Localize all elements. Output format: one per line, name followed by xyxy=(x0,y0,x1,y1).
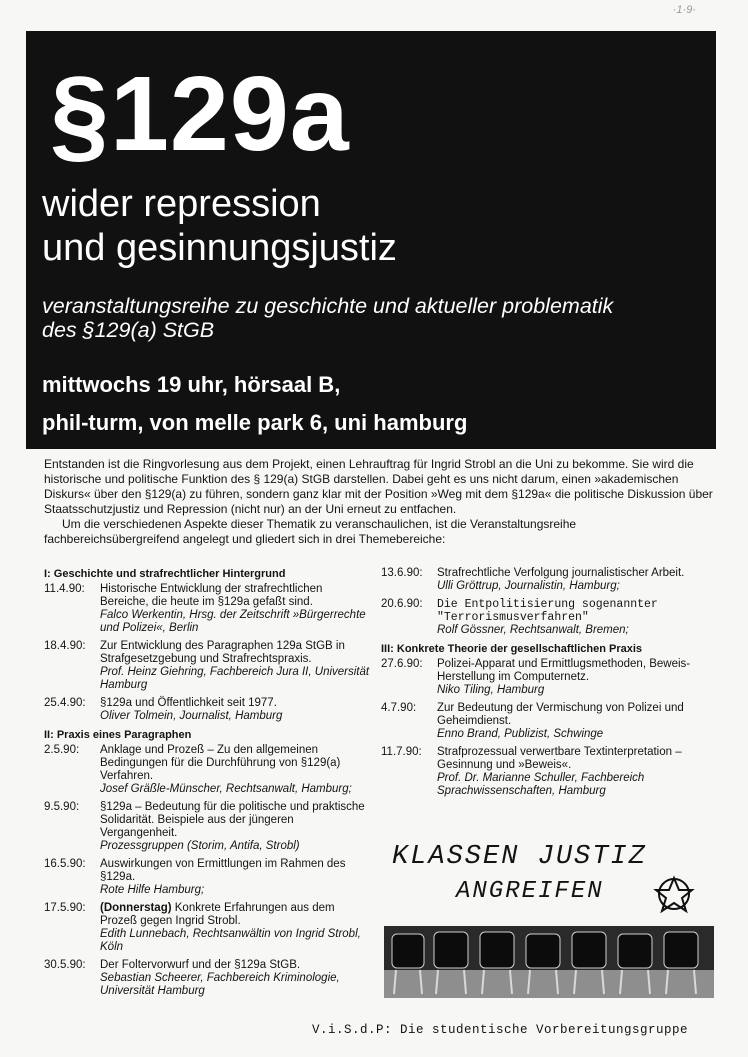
imprint-footer: V.i.S.d.P: Die studentische Vorbereitungsgruppe xyxy=(312,1023,689,1037)
entry-topic: Konkrete Erfahrungen aus dem Prozeß gegen Ingrid Strobl. xyxy=(100,902,335,927)
entry-speaker: Enno Brand, Publizist, Schwinge xyxy=(437,728,604,740)
schedule-entry xyxy=(44,640,374,692)
entry-topic: Zur Entwicklung des Paragraphen 129a StGB in Strafgesetzgebung und Strafrechtspraxis. xyxy=(100,640,345,665)
schedule-entry xyxy=(44,858,374,897)
entry-date: 2.5.90: xyxy=(44,744,80,756)
schedule-entry xyxy=(44,801,374,853)
schedule-entry xyxy=(381,567,711,593)
entry-speaker: Rolf Gössner, Rechtsanwalt, Bremen; xyxy=(437,624,629,636)
event-location: phil-turm, von melle park 6, uni hamburg xyxy=(42,410,468,435)
entry-date: 20.6.90: xyxy=(381,598,423,610)
page-title: §129a xyxy=(50,55,350,173)
star-icon xyxy=(384,838,714,918)
entry-date: 13.6.90: xyxy=(381,567,423,579)
entry-speaker: Oliver Tolmein, Journalist, Hamburg xyxy=(100,710,283,722)
schedule-entry xyxy=(381,658,711,697)
section-heading-3: III: Konkrete Theorie der gesellschaftlichen Praxis xyxy=(381,643,643,655)
entry-speaker: Ulli Gröttrup, Journalistin, Hamburg; xyxy=(437,580,620,592)
entry-topic: Polizei-Apparat und Ermittlugsmethoden, Beweis-Herstellung im Computernetz. xyxy=(437,658,691,683)
entry-speaker: Falco Werkentin, Hrsg. der Zeitschrift »Bürgerrechte und Polizei«, Berlin xyxy=(100,609,366,634)
schedule-entry xyxy=(381,702,711,741)
series-description-line-1: veranstaltungsreihe zu geschichte und aktueller problematik xyxy=(42,294,614,318)
entry-speaker: Prof. Dr. Marianne Schuller, Fachbereich Sprachwissenschaften, Hamburg xyxy=(437,772,645,797)
program-column-right xyxy=(381,567,711,803)
entry-speaker: Josef Gräßle-Münscher, Rechtsanwalt, Hamburg; xyxy=(100,783,352,795)
subtitle-line-2: und gesinnungsjustiz xyxy=(42,227,397,269)
graffiti-slogan xyxy=(384,838,714,918)
archive-pencil-note: ·1·9· xyxy=(672,4,696,16)
series-description-line-2: des §129(a) StGB xyxy=(42,318,215,342)
entry-day-note: (Donnerstag) xyxy=(100,902,172,914)
entry-speaker: Prof. Heinz Giehring, Fachbereich Jura II, Universität Hamburg xyxy=(100,666,370,691)
entry-speaker: Niko Tiling, Hamburg xyxy=(437,684,545,696)
entry-topic: Strafrechtliche Verfolgung journalistischer Arbeit. xyxy=(437,567,685,579)
entry-date: 11.4.90: xyxy=(44,583,85,595)
entry-topic: Anklage und Prozeß – Zu den allgemeinen Bedingungen für die Durchführung von §129(a) Verfahren. xyxy=(100,744,341,782)
subtitle-line-1: wider repression xyxy=(42,183,321,225)
program-column-left xyxy=(44,567,374,1003)
entry-date: 25.4.90: xyxy=(44,697,86,709)
entry-date: 30.5.90: xyxy=(44,959,86,971)
entry-topic: Der Foltervorwurf und der §129a StGB. xyxy=(100,959,301,971)
schedule-entry xyxy=(44,959,374,998)
graffiti-line-2: ANGREIFEN xyxy=(456,878,604,905)
entry-date: 11.7.90: xyxy=(381,746,422,758)
entry-topic: Zur Bedeutung der Vermischung von Polizei und Geheimdienst. xyxy=(437,702,684,727)
entry-topic: Auswirkungen von Ermittlungen im Rahmen des §129a. xyxy=(100,858,346,883)
schedule-entry xyxy=(44,902,374,954)
entry-date: 4.7.90: xyxy=(381,702,417,714)
entry-speaker: Rote Hilfe Hamburg; xyxy=(100,884,205,896)
empty-chairs-photo xyxy=(384,926,714,998)
section-heading-1: I: Geschichte und strafrechtlicher Hintergrund xyxy=(44,568,286,580)
entry-date: 17.5.90: xyxy=(44,902,86,914)
entry-speaker: Edith Lunnebach, Rechtsanwältin von Ingrid Strobl, Köln xyxy=(100,928,361,953)
entry-date: 9.5.90: xyxy=(44,801,80,813)
schedule-entry xyxy=(381,598,711,637)
entry-topic: Die Entpolitisierung sogenannter "Terrorismusverfahren" xyxy=(437,598,658,624)
entry-speaker: Prozessgruppen (Storim, Antifa, Strobl) xyxy=(100,840,300,852)
entry-date: 16.5.90: xyxy=(44,858,86,870)
intro-paragraph-2: Um die verschiedenen Aspekte dieser Thematik zu veranschaulichen, ist die Veranstaltungsreihe fachbereichsübergreifend angelegt und gliedert sich in drei Themebereiche: xyxy=(44,517,577,546)
entry-speaker: Sebastian Scheerer, Fachbereich Kriminologie, Universität Hamburg xyxy=(100,972,340,997)
title-banner xyxy=(26,31,716,449)
entry-topic: §129a – Bedeutung für die politische und praktische Solidarität. Beispiele aus der jüngeren Vergangenheit. xyxy=(100,801,365,839)
entry-topic: §129a und Öffentlichkeit seit 1977. xyxy=(100,697,277,709)
schedule-entry xyxy=(381,746,711,798)
event-time: mittwochs 19 uhr, hörsaal B, xyxy=(42,372,341,397)
section-heading-2: II: Praxis eines Paragraphen xyxy=(44,729,192,741)
schedule-entry xyxy=(44,697,374,723)
entry-topic: Historische Entwicklung der strafrechtlichen Bereiche, die heute im §129a gefaßt sind. xyxy=(100,583,323,608)
intro-paragraph-1: Entstanden ist die Ringvorlesung aus dem Projekt, einen Lehrauftrag für Ingrid Strobl an die Uni zu bekomme. Sie wird die historische und politische Funktion des § 129(a) StGB darstellen. Dabei geht es uns nicht darum, einen »akademischen Diskurs« über den §129(a) zu führen, sondern ganz klar mit der Position »Weg mit dem §129a« die politische Diskussion über Staatsschutzjustiz und Repression (nicht nur) an der Uni erneut zu entfachen. xyxy=(44,457,713,516)
entry-date: 18.4.90: xyxy=(44,640,86,652)
schedule-entry xyxy=(44,583,374,635)
entry-topic: Strafprozessual verwertbare Textinterpretation – Gesinnung und »Beweis«. xyxy=(437,746,682,771)
entry-date: 27.6.90: xyxy=(381,658,423,670)
intro-text xyxy=(44,457,714,547)
graffiti-line-1: KLASSEN JUSTIZ xyxy=(392,842,647,872)
schedule-entry xyxy=(44,744,374,796)
